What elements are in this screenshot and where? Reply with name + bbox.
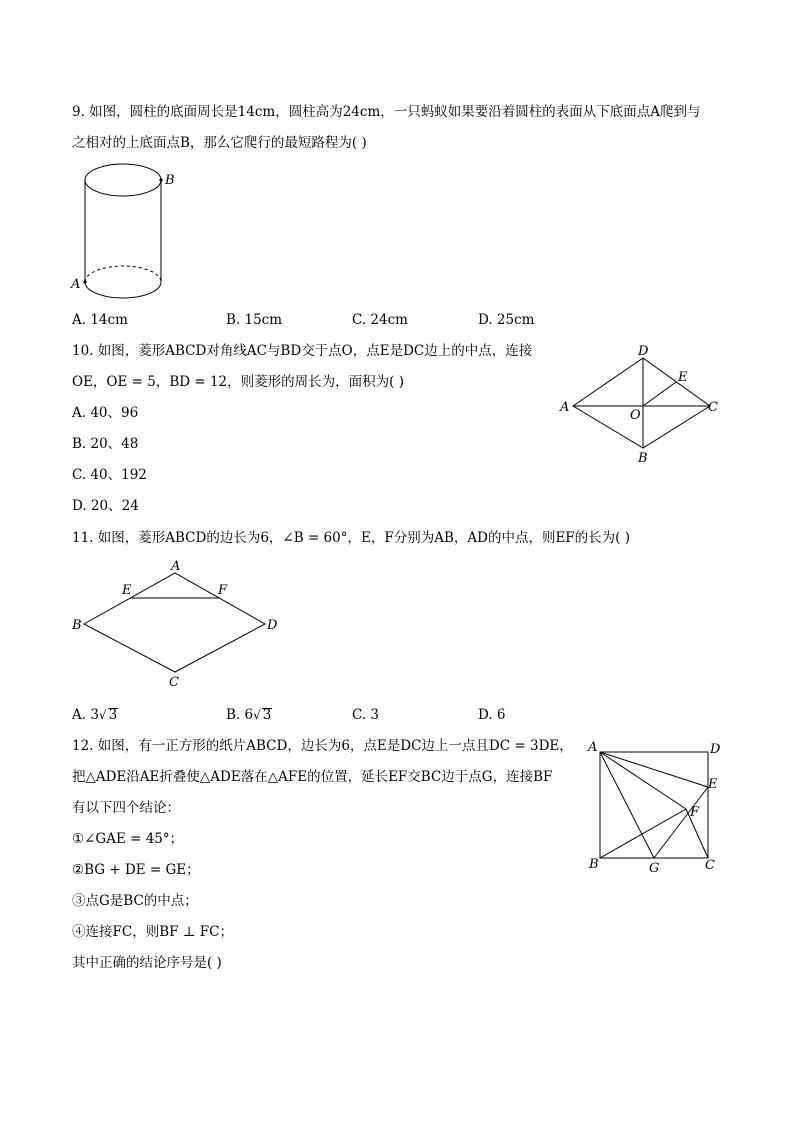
q10-label-e: E [678,370,688,385]
q12-conclusion-4: ④连接FC，则BF ⊥ FC； [72,924,233,940]
q11-label-e: E [122,583,132,598]
q10-option-b: B. 20、48 [72,436,139,452]
q12-square-figure [583,736,733,876]
q11-label-b: B [72,618,82,633]
q11-label-f: F [218,583,228,598]
q11-option-b: B. 6√ 3 [226,707,272,723]
q11-rhombus-figure [62,556,292,691]
q11-option-b-text: B. 6 [226,707,254,723]
q12-label-g: G [649,861,660,876]
q10-option-a: A. 40、96 [72,405,139,421]
q11-label-a: A [171,559,181,574]
q11-option-c: C. 3 [352,707,380,723]
q10-label-c: C [708,400,718,415]
q9-label-a: A [71,277,81,292]
q10-label-d: D [638,344,649,359]
q12-label-b: B [589,857,599,872]
q12-text-line3: 有以下四个结论： [72,800,180,816]
q9-option-a: A. 14cm [72,312,128,328]
q12-label-f: F [690,805,700,820]
q11-text-line1: 11. 如图，菱形ABCD的边长为6，∠B = 60°，E，F分别为AB，AD的中点，则EF的长为( ) [72,530,630,546]
q12-label-d: D [710,742,721,757]
q9-cylinder-figure [62,160,192,305]
q9-label-b: B [165,173,175,188]
q9-option-b: B. 15cm [226,312,283,328]
q12-text-line1: 12. 如图，有一正方形的纸片ABCD，边长为6，点E是DC边上一点且DC = 3DE， [72,738,573,754]
q12-label-e: E [708,777,718,792]
q12-label-c: C [705,858,715,873]
q12-conclusion-2: ②BG + DE = GE； [72,862,200,878]
q12-conclusion-3: ③点G是BC的中点； [72,893,198,909]
q9-option-d: D. 25cm [478,312,535,328]
q10-option-c: C. 40、192 [72,467,147,483]
q12-conclusion-1: ①∠GAE = 45°； [72,831,184,847]
q11-option-a-root: 3 [108,707,118,723]
q11-option-a-text: A. 3 [72,707,99,723]
q12-label-a: A [588,740,598,755]
q12-text-line2: 把△ADE沿AE折叠使△ADE落在△AFE的位置，延长EF交BC边于点G，连接BF [72,769,553,785]
q11-option-a: A. 3√ 3 [72,707,118,723]
q10-rhombus-figure [555,340,725,468]
q11-option-b-root: 3 [262,707,272,723]
q10-text-line1: 10. 如图，菱形ABCD对角线AC与BD交于点O，点E是DC边上的中点，连接 [72,343,533,359]
q12-final-question: 其中正确的结论序号是( ) [72,955,222,971]
q11-option-d: D. 6 [478,707,506,723]
q9-text-line1: 9. 如图，圆柱的底面周长是14cm，圆柱高为24cm，一只蚂蚁如果要沿着圆柱的表面从下底面点A爬到与 [72,104,701,120]
q11-label-d: D [267,618,278,633]
q11-label-c: C [169,675,179,690]
q10-label-b: B [638,451,648,466]
q10-label-o: O [630,408,641,423]
q9-option-c: C. 24cm [352,312,408,328]
q9-text-line2: 之相对的上底面点B，那么它爬行的最短路程为( ) [72,135,367,151]
q10-label-a: A [560,400,570,415]
q10-option-d: D. 20、24 [72,498,139,514]
q10-text-line2: OE，OE = 5，BD = 12，则菱形的周长为，面积为( ) [72,374,404,390]
